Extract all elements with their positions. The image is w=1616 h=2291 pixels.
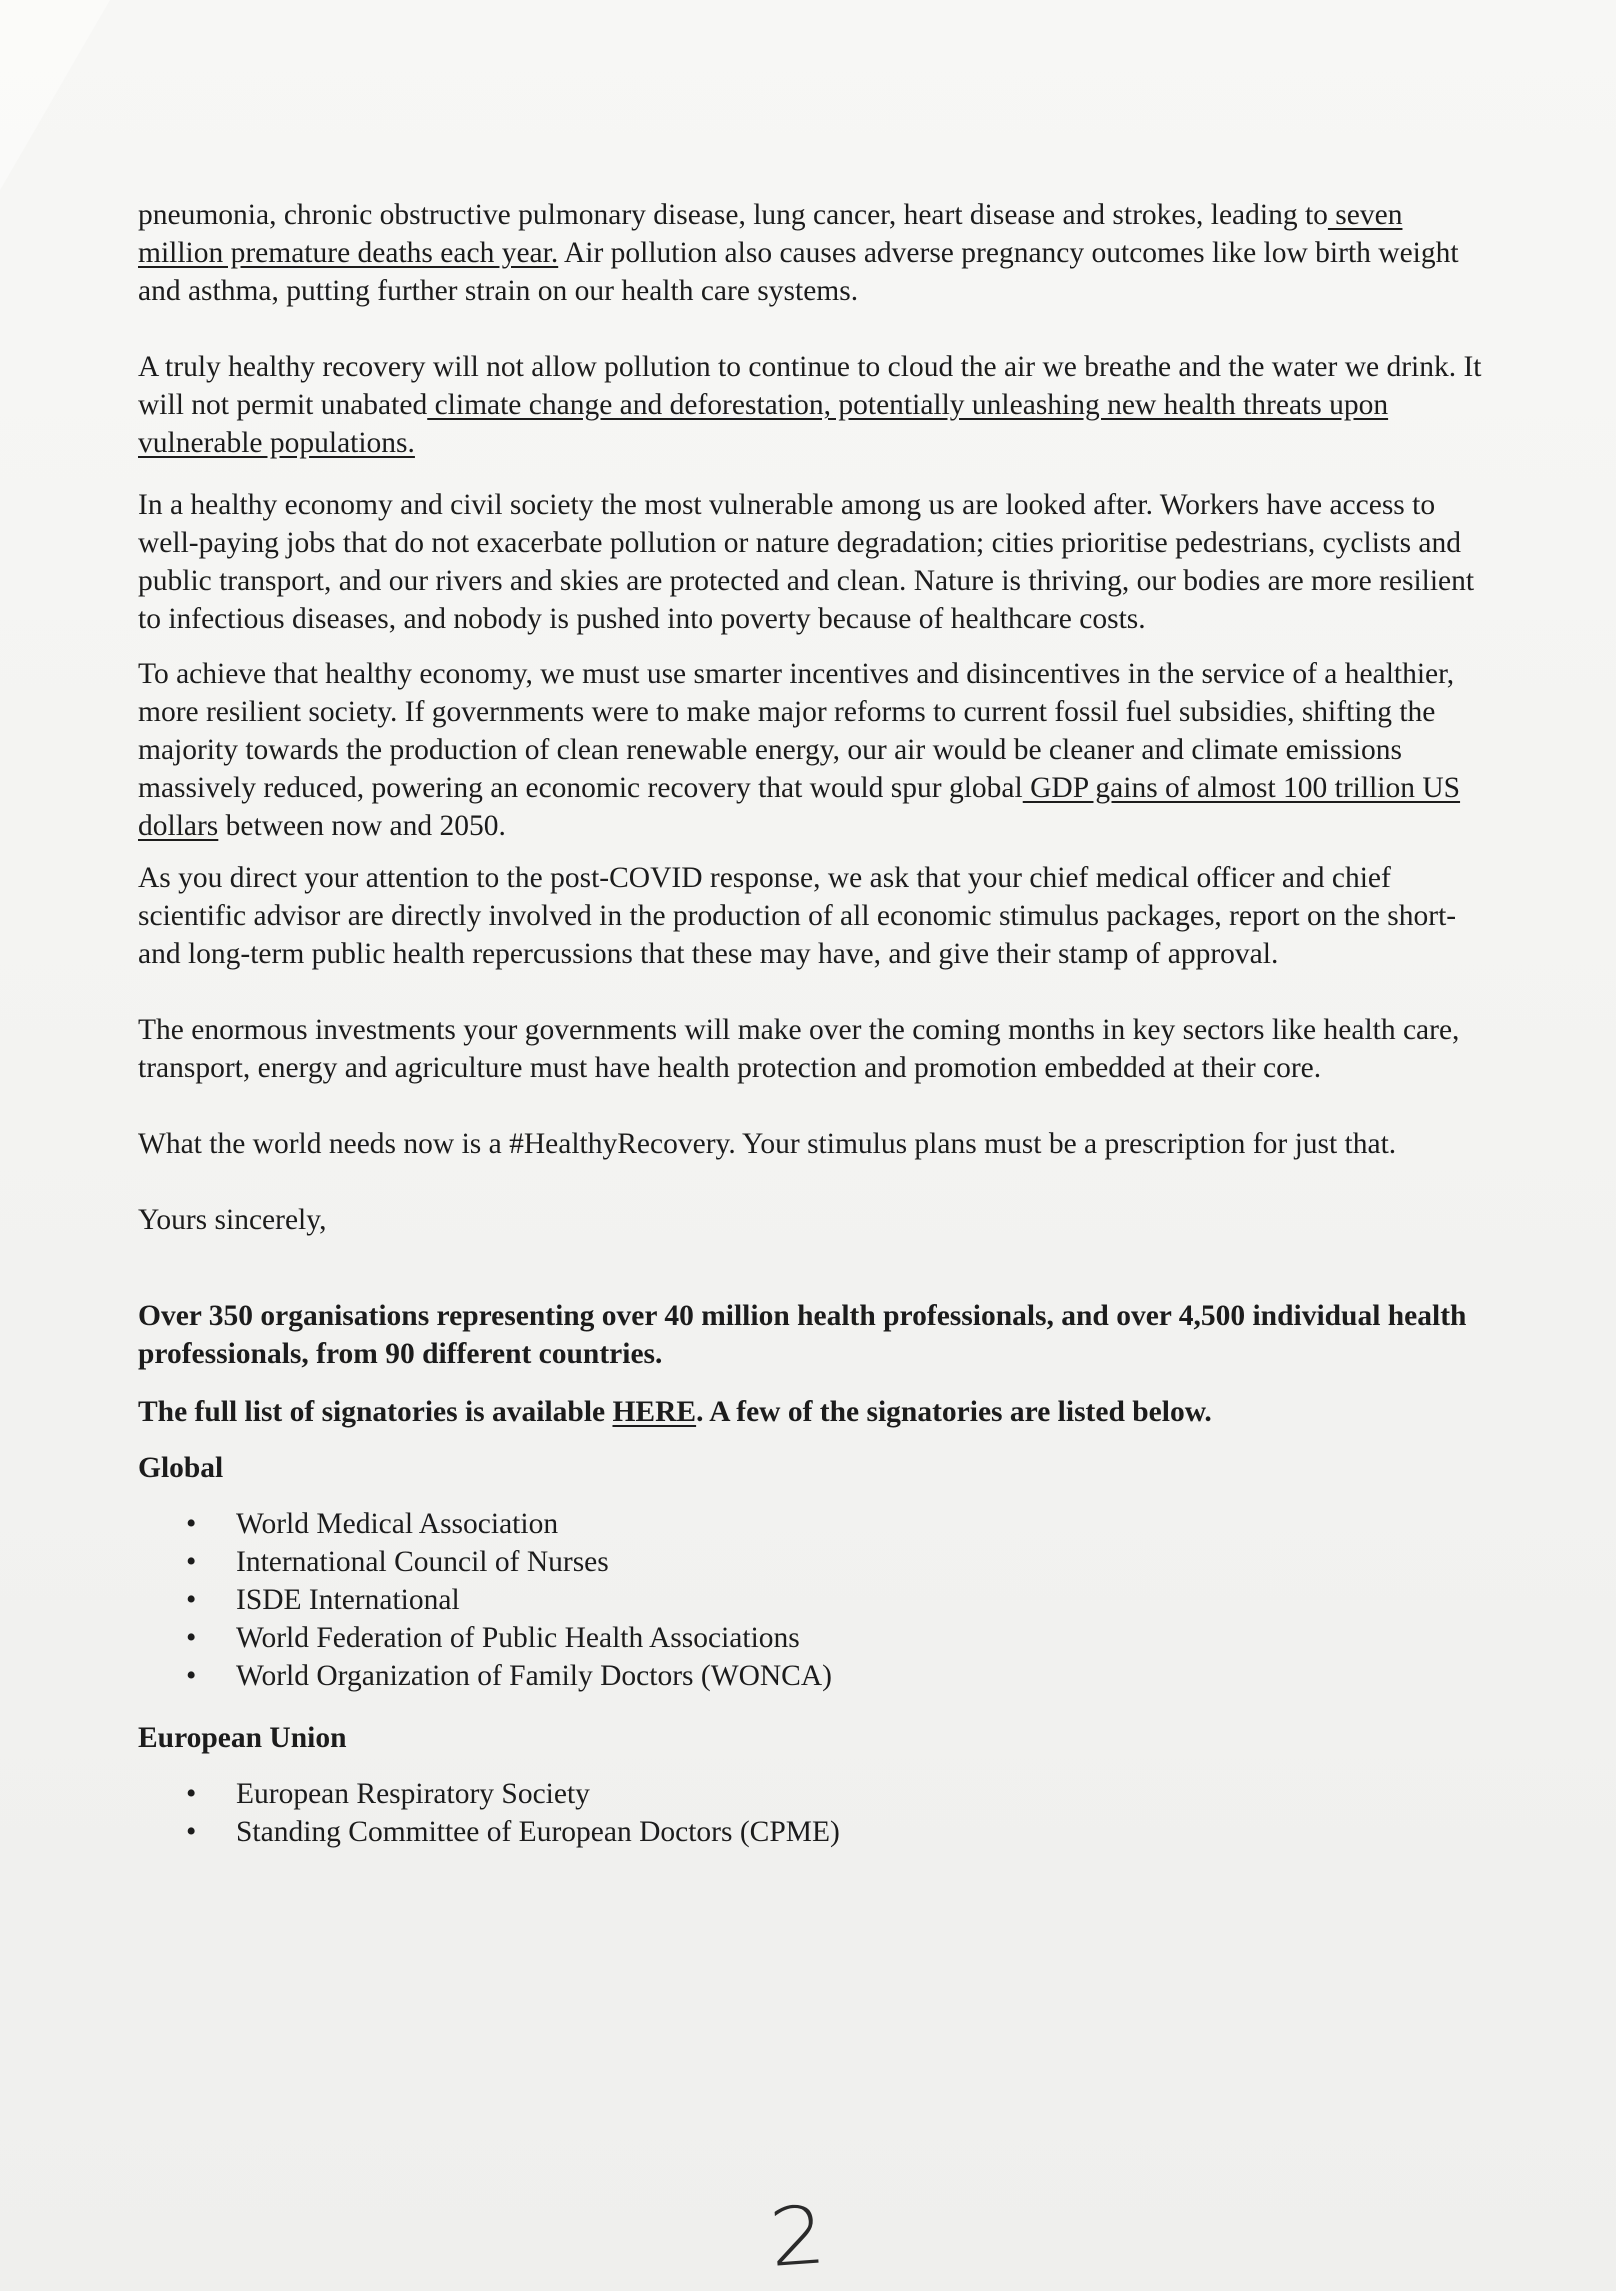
- global-signatories-list: [138, 1505, 1483, 1695]
- paragraph-world-needs: What the world needs now is a #HealthyRecovery. Your stimulus plans must be a prescription for just that.: [138, 1128, 1397, 1160]
- full-list-note: The full list of signatories is available HERE. A few of the signatories are listed below.: [138, 1396, 1212, 1428]
- list-item: • World Medical Association: [138, 1505, 1483, 1543]
- section-heading-global: Global: [138, 1452, 224, 1484]
- paragraph-healthy-recovery: A truly healthy recovery will not allow pollution to continue to cloud the air we breathe and the water we drink. It will not permit unabated climate change and deforestation, potentially unleashing new health threats upon vulnerable populations.: [138, 351, 1482, 459]
- page-corner-fold: [0, 0, 110, 190]
- list-item: • World Federation of Public Health Associations: [138, 1619, 1483, 1657]
- paragraph-investments: The enormous investments your governments will make over the coming months in key sectors like health care, transport, energy and agriculture must have health protection and promotion embedded at their core.: [138, 1014, 1460, 1084]
- list-item: • European Respiratory Society: [138, 1775, 1483, 1813]
- link-gdp-gains[interactable]: GDP gains of almost 100 trillion US dollars: [138, 772, 1461, 842]
- link-climate-change[interactable]: climate change and deforestation, potentially unleashing new health threats upon vulnerable populations.: [138, 389, 1389, 459]
- list-item: • Standing Committee of European Doctors (CPME): [138, 1813, 1483, 1851]
- paragraph-healthy-economy: In a healthy economy and civil society the most vulnerable among us are looked after. Workers have access to well-paying jobs that do not exacerbate pollution or nature degradation; cities prioritise pedestrians, cyclists and public transport, and our rivers and skies are protected and clean. Nature is thriving, our bodies are more resilient to infectious diseases, and nobody is pushed into poverty because of healthcare costs.: [138, 489, 1475, 635]
- list-item: • International Council of Nurses: [138, 1543, 1483, 1581]
- list-item: • ISDE International: [138, 1581, 1483, 1619]
- paragraph-post-covid: As you direct your attention to the post-COVID response, we ask that your chief medical officer and chief scientific advisor are directly involved in the production of all economic stimulus packages, report on the short- and long-term public health repercussions that these may have, and give their stamp of approval.: [138, 862, 1457, 970]
- link-premature-deaths[interactable]: seven million premature deaths each year.: [138, 199, 1403, 269]
- list-item: • World Organization of Family Doctors (WONCA): [138, 1657, 1483, 1695]
- closing-salutation: Yours sincerely,: [138, 1204, 327, 1236]
- paragraph-health-effects: pneumonia, chronic obstructive pulmonary disease, lung cancer, heart disease and strokes, leading to seven million premature deaths each year. Air pollution also causes adverse pregnancy outcomes like low birth weight and asthma, putting further strain on our health care systems.: [138, 199, 1459, 307]
- eu-signatories-list: [138, 1775, 1483, 1851]
- handwritten-page-number: 2: [766, 2188, 829, 2285]
- section-heading-european-union: European Union: [138, 1722, 347, 1754]
- signatories-summary: Over 350 organisations representing over 40 million health professionals, and over 4,500 individual health professionals, from 90 different countries.: [138, 1300, 1467, 1370]
- paragraph-incentives: To achieve that healthy economy, we must use smarter incentives and disincentives in the service of a healthier, more resilient society. If governments were to make major reforms to current fossil fuel subsidies, shifting the majority towards the production of clean renewable energy, our air would be cleaner and climate emissions massively reduced, powering an economic recovery that would spur global GDP gains of almost 100 trillion US dollars between now and 2050.: [138, 658, 1461, 842]
- here-link[interactable]: HERE: [612, 1396, 697, 1428]
- letter-body: [138, 196, 1483, 1851]
